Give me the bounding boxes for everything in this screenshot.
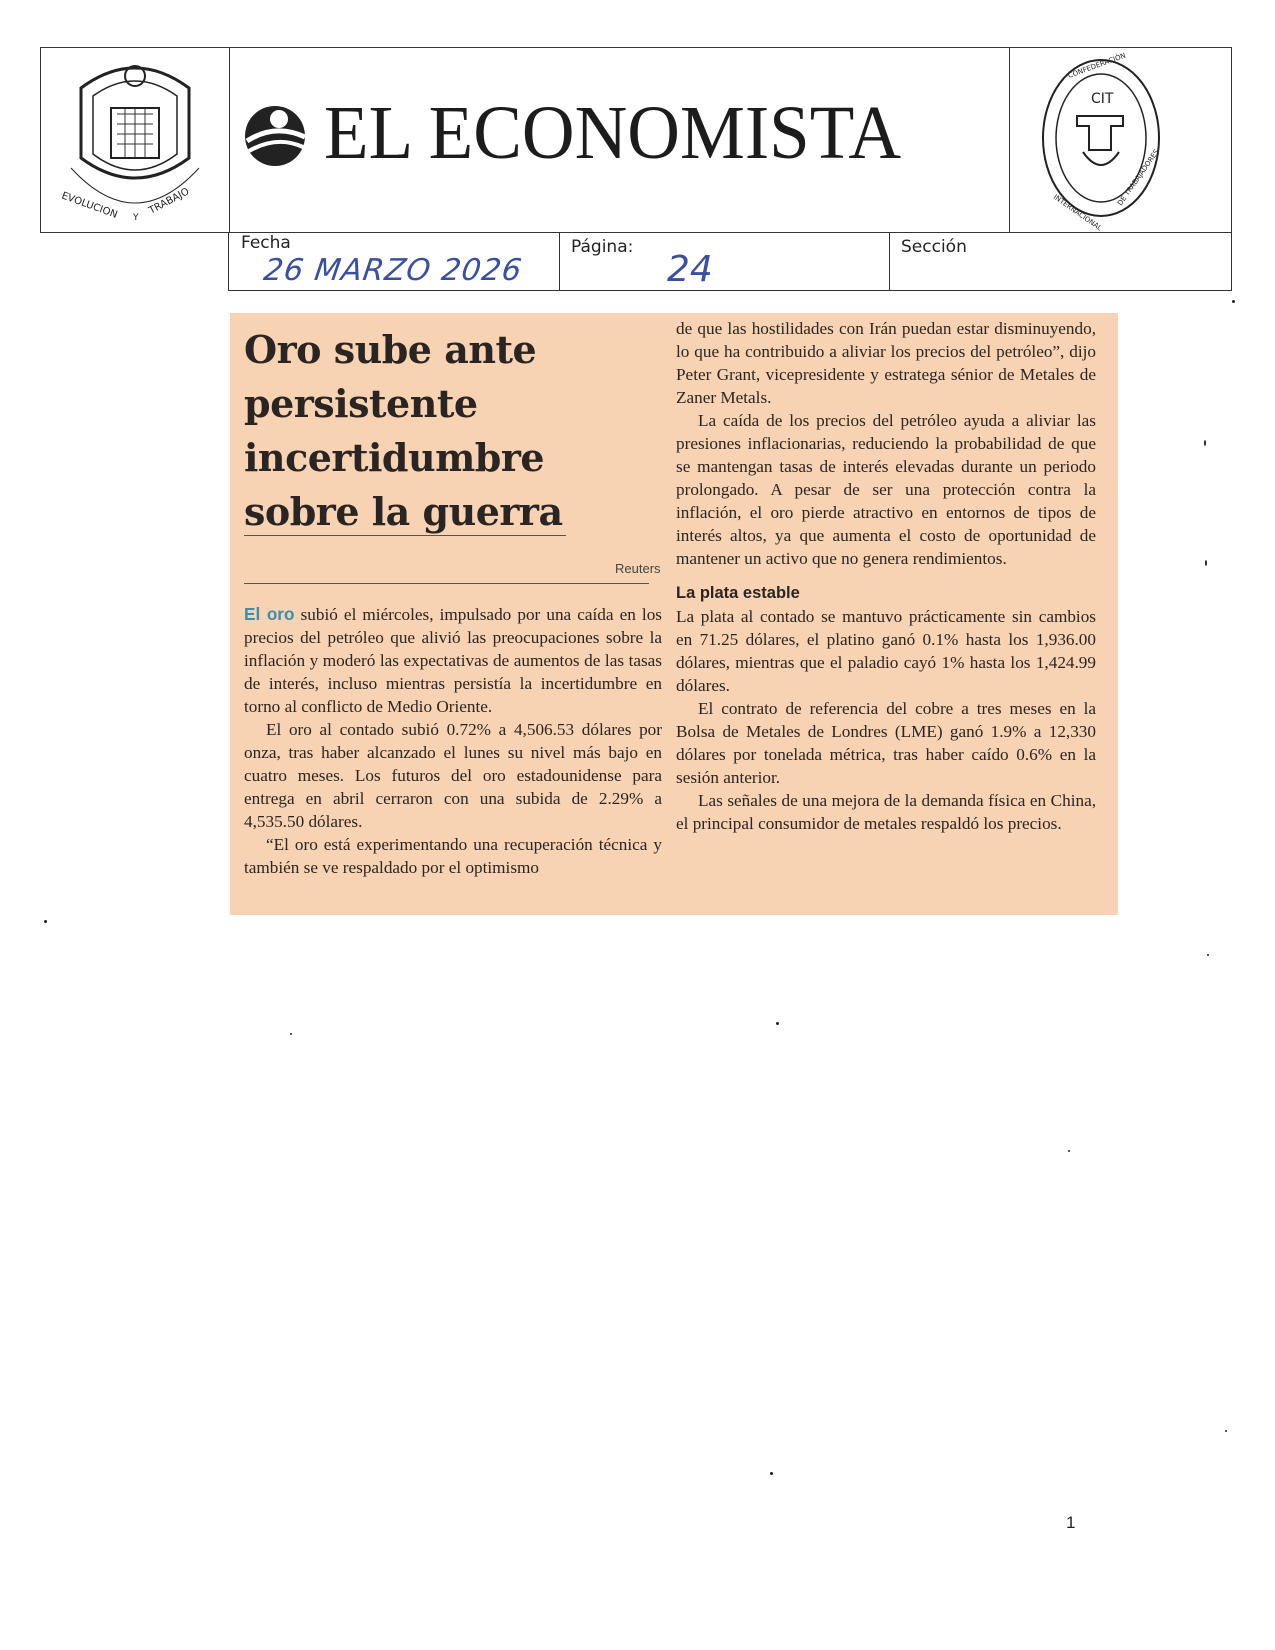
left-logo [41,48,230,232]
paragraph-6: El contrato de referencia del cobre a tres meses en la Bolsa de Metales de Londres (LME) ganó 1.9% a 12,330 dólares por tonelada métrica, tras haber caído 0.6% en la sesión anterior. [676,699,1096,787]
masthead [229,48,1010,232]
paragraph-3-start: “El oro está experimentando una recuperación técnica y también se ve respaldado por el optimismo [244,835,662,877]
lead-word: El oro [244,604,295,624]
scan-speck [1225,1430,1227,1432]
seccion-cell [889,233,1231,290]
svg-text:EVOLUCION: EVOLUCION [59,190,119,221]
article-credit: Reuters [615,561,661,576]
credit-rule [244,583,649,584]
fecha-label: Fecha [241,233,291,253]
el-economista-swirl-icon [239,103,311,174]
scan-speck [290,1033,292,1035]
scan-speck [1207,954,1209,956]
scan-speck [776,1022,779,1025]
svg-text:DE TRABAJADORES: DE TRABAJADORES [1116,147,1161,208]
svg-text:Y: Y [133,213,139,223]
pagina-label: Página: [571,237,634,257]
scan-speck [1204,440,1206,446]
scan-speck [1205,560,1207,566]
paragraph-7: Las señales de una mejora de la demanda física en China, el principal consumidor de metales respaldó los precios. [676,791,1096,833]
svg-text:INTERNACIONAL: INTERNACIONAL [1051,193,1104,232]
paragraph-1 [244,603,662,718]
fecha-cell [229,233,560,290]
article-column-left [244,603,662,879]
article-subhead: La plata estable [676,584,800,602]
union-shield-seal-icon [41,48,229,232]
scan-speck [1068,1150,1070,1152]
paragraph-2: El oro al contado subió 0.72% a 4,506.53 dólares por onza, tras haber alcanzado el lunes su nivel más bajo en cuatro meses. Los futuros del oro estadounidense para entrega en abril cerraron con una subida de 2.29% a 4,535.50 dólares. [244,720,662,831]
page-number: 1 [1066,1513,1076,1532]
scan-speck [44,920,47,923]
svg-text:TRABAJO: TRABAJO [147,186,192,217]
pagina-value: 24 [667,249,713,290]
article-column-right [676,317,1096,835]
fecha-value: 26 MARZO 2026 [261,253,525,288]
scan-speck [770,1472,773,1475]
seccion-label: Sección [901,237,967,257]
clipping-info-row [228,233,1232,291]
scan-speck [1232,300,1235,303]
article-headline: Oro sube ante persistente incertidumbre sobre la guerra [244,327,563,534]
headline-rule [244,535,566,536]
paragraph-4: La caída de los precios del petróleo ayuda a aliviar las presiones inflacionarias, reduciendo la probabilidad de que se mantengan tasas de interés elevadas durante un periodo prolongado. A pesar de ser una protección contra la inflación, el oro pierde atractivo en entornos de tipos de interés altos, ya que aumenta el costo de oportunidad de mantener un activo que no genera rendimientos. [676,411,1096,568]
paragraph-3-end: de que las hostilidades con Irán puedan estar disminuyendo, lo que ha contribuido a aliviar los precios del petróleo”, dijo Peter Grant, vicepresidente y estratega sénior de Metales de Zaner Metals. [676,319,1096,407]
paragraph-5: La plata al contado se mantuvo prácticamente sin cambios en 71.25 dólares, el platino ganó 0.1% hasta los 1,936.00 dólares, mientras que el paladio cayó 1% hasta los 1,424.99 dólares. [676,607,1096,695]
right-logo [1009,48,1231,232]
cit-confederacion-seal-icon [1009,48,1231,232]
pagina-cell [559,233,890,290]
paragraph-1-text: subió el miércoles, impulsado por una caída en los precios del petróleo que alivió las preocupaciones sobre la inflación y moderó las expectativas de aumentos de las tasas de interés, incluso mientras persistía la incertidumbre en torno al conflicto de Medio Oriente. [244,605,662,716]
masthead-title: EL ECONOMISTA [324,91,902,175]
svg-text:CIT: CIT [1091,91,1114,107]
svg-text:CONFEDERACIÓN: CONFEDERACIÓN [1066,51,1127,80]
news-clipping [230,313,1118,915]
letterhead [40,47,1232,233]
